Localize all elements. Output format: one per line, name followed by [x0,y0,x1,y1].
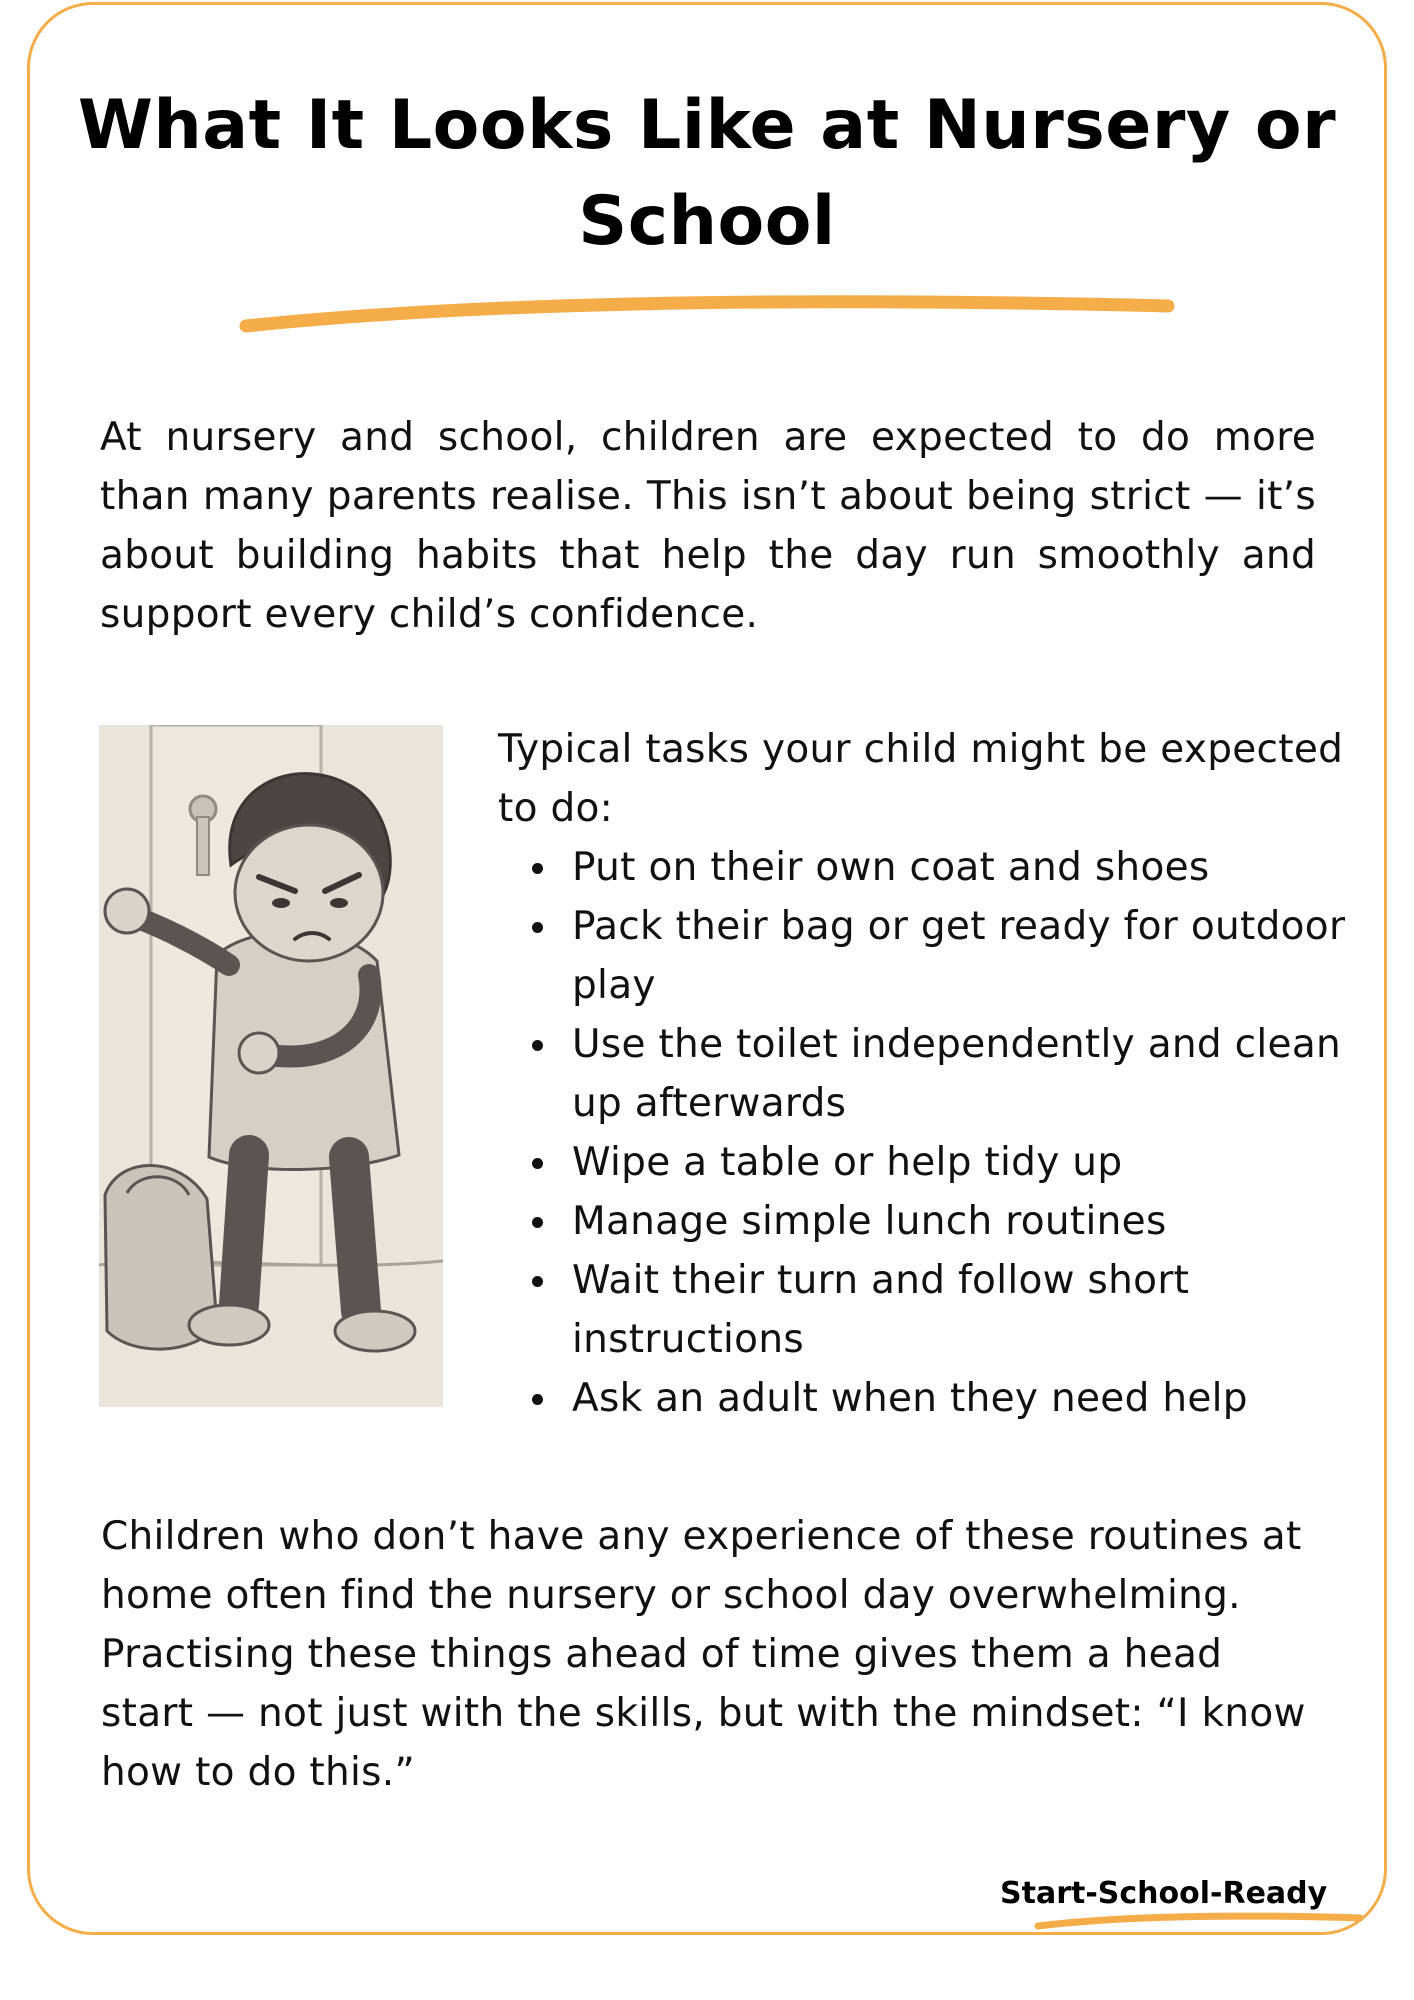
brand-underline-stroke [1038,1916,1360,1926]
list-item: Wait their turn and follow short instructions [498,1251,1354,1369]
sketch-door-plate [197,817,209,875]
sketch-leg-right [349,1157,361,1311]
sketch-face [235,825,383,961]
title-underline [238,280,1178,340]
list-item: Wipe a table or help tidy up [498,1133,1354,1192]
sketch-hand [239,1033,279,1073]
tasks-section [498,720,1354,1428]
tasks-intro: Typical tasks your child might be expected to do: [498,727,1344,831]
list-item: Ask an adult when they need help [498,1369,1354,1428]
sketch-shoe-left [189,1305,269,1345]
underline-stroke [246,302,1168,326]
brand-label: Start-School-Ready [1000,1876,1328,1911]
page-title: What It Looks Like at Nursery or School [77,86,1337,261]
list-item: Put on their own coat and shoes [498,838,1354,897]
sketch-eye-left [272,898,290,908]
tasks-list [498,838,1354,1428]
sketch-fist [105,889,149,933]
list-item: Manage simple lunch routines [498,1192,1354,1251]
list-item: Pack their bag or get ready for outdoor play [498,897,1354,1015]
sketch-eye-right [330,898,348,908]
sketch-shoe-right [335,1311,415,1351]
sketch-leg-left [239,1155,249,1305]
brand-underline [1034,1908,1364,1934]
list-item: Use the toilet independently and clean up afterwards [498,1015,1354,1133]
child-sketch-illustration [99,725,443,1407]
closing-paragraph: Children who don’t have any experience of these routines at home often find the nursery or school day overwhelming. Practising these things ahead of time gives them a head start — not just with the skills, but with the mindset: “I know how to do this.” [101,1514,1306,1795]
intro-paragraph: At nursery and school, children are expected to do more than many parents realise. This isn’t about being strict — it’s about building habits that help the day run smoothly and support every child’s confidence. [100,415,1316,637]
